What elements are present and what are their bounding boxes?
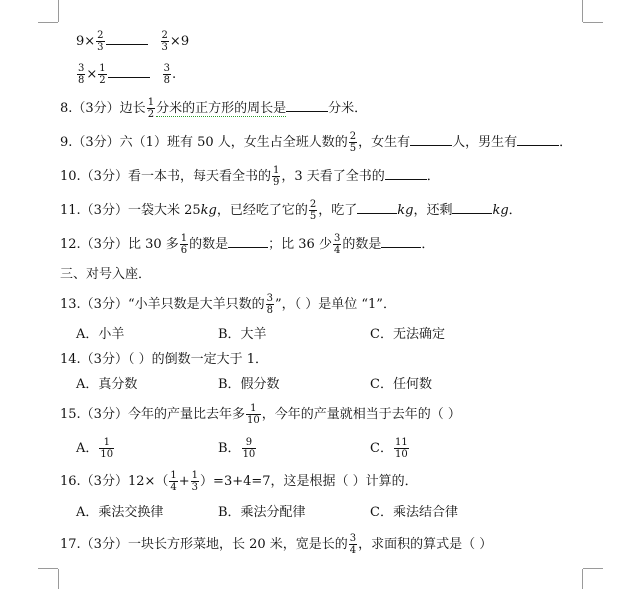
fraction-numerator: 3 xyxy=(266,293,273,304)
q9-text-3: 人，男生有 xyxy=(452,135,518,150)
answer-blank[interactable] xyxy=(410,133,452,146)
question-17 xyxy=(60,533,492,556)
question-12 xyxy=(60,233,434,256)
fraction-numerator: 1 xyxy=(147,97,155,108)
q7-row2 xyxy=(76,63,176,86)
times-sign: × xyxy=(86,67,98,82)
q8-text: 8.（3分）边长 xyxy=(60,101,146,116)
question-14: 14.（3分）（ ）的倒数一定大于 1． xyxy=(60,352,268,367)
fraction xyxy=(309,199,317,222)
unit-kg: kg xyxy=(397,203,414,218)
period: ． xyxy=(426,169,440,184)
fraction xyxy=(96,30,104,53)
fraction xyxy=(180,233,188,256)
fraction xyxy=(246,403,261,426)
fraction-numerator: 1 xyxy=(99,63,106,74)
fraction-denominator: 10 xyxy=(394,449,408,460)
question-10 xyxy=(60,165,440,188)
crop-mark-top-right-v xyxy=(582,0,583,22)
crop-mark-top-left-v xyxy=(58,0,59,22)
fraction-denominator: 6 xyxy=(180,245,188,256)
fraction-numerator: 3 xyxy=(349,533,357,544)
answer-blank[interactable] xyxy=(286,99,328,112)
fraction-denominator: 8 xyxy=(78,75,85,86)
fraction xyxy=(349,131,357,154)
q16-option-a[interactable]: A．乘法交换律 xyxy=(76,505,164,520)
q12-text-2: 的数是 xyxy=(189,237,229,252)
q9-text-2: ，女生有 xyxy=(358,135,411,150)
fraction-denominator: 4 xyxy=(333,245,341,256)
q13-text-2: ”，（ ）是单位 “1”． xyxy=(274,297,396,312)
q16-text-2: ）=3+4=7，这是根据（ ）计算的． xyxy=(200,474,418,489)
q15-text: 15.（3分）今年的产量比去年多 xyxy=(60,407,245,422)
fraction xyxy=(333,233,341,256)
fraction-numerator: 9 xyxy=(242,437,257,449)
q8-text-underlined: 分米的正方形的周长是 xyxy=(156,101,287,116)
fraction-numerator: 3 xyxy=(78,63,85,74)
q15-option-b[interactable] xyxy=(218,437,257,460)
fraction xyxy=(147,97,155,120)
fraction-denominator: 5 xyxy=(349,143,357,154)
q16-text: 16.（3分）12×（ xyxy=(60,474,169,489)
fraction-numerator: 1 xyxy=(180,233,188,244)
unit-kg: kg xyxy=(492,203,509,218)
period: . xyxy=(172,67,177,82)
fraction-denominator: 2 xyxy=(99,75,106,86)
fraction xyxy=(169,470,177,493)
crop-mark-top-left-h xyxy=(38,22,58,23)
question-13 xyxy=(60,293,396,316)
q11-text-3: ，吃了 xyxy=(318,203,358,218)
question-16 xyxy=(60,470,418,493)
q15-option-a[interactable] xyxy=(76,437,115,460)
fraction-numerator: 3 xyxy=(163,63,171,74)
option-letter: A． xyxy=(76,441,99,456)
answer-blank[interactable] xyxy=(385,167,427,180)
plus-sign: + xyxy=(178,474,190,489)
q12-text-4: 的数是 xyxy=(342,237,382,252)
answer-blank[interactable] xyxy=(381,235,421,248)
q10-text: 10.（3分）看一本书，每天看全书的 xyxy=(60,169,271,184)
q16-option-b[interactable]: B．乘法分配律 xyxy=(218,505,306,520)
q15-text-2: ，今年的产量就相当于去年的（ ） xyxy=(261,407,461,422)
fraction-numerator: 11 xyxy=(394,437,408,448)
period: ． xyxy=(421,237,435,252)
fraction xyxy=(98,63,106,86)
period: ． xyxy=(559,135,573,150)
option-letter: B． xyxy=(218,441,241,456)
fraction-numerator: 2 xyxy=(97,30,104,41)
fraction-denominator: 8 xyxy=(163,75,171,86)
q14-option-c[interactable]: C．任何数 xyxy=(370,377,432,392)
fraction-denominator: 4 xyxy=(170,482,177,493)
q17-text: 17.（3分）一块长方形菜地，长 20 米，宽是长的 xyxy=(60,537,348,552)
fraction-numerator: 3 xyxy=(333,233,341,244)
fraction-denominator: 3 xyxy=(97,42,104,53)
fraction xyxy=(394,437,409,460)
crop-mark-bottom-right-v xyxy=(582,569,583,589)
fraction xyxy=(191,470,199,493)
q13-text: 13.（3分）“小羊只数是大羊只数的 xyxy=(60,297,265,312)
q11-text: 11.（3分）一袋大米 25 xyxy=(60,203,201,218)
crop-mark-bottom-right-h xyxy=(583,568,603,569)
answer-blank[interactable] xyxy=(106,32,148,45)
fraction-denominator: 10 xyxy=(242,449,256,460)
q7-row1-tail: ×9 xyxy=(169,34,190,49)
q7-row1-text: 9× xyxy=(76,34,96,49)
q12-text-3: ；比 36 少 xyxy=(268,237,332,252)
period: ． xyxy=(508,203,522,218)
fraction xyxy=(266,293,274,316)
fraction-denominator: 5 xyxy=(309,211,317,222)
fraction-numerator: 2 xyxy=(161,30,168,41)
q10-text-2: ，3 天看了全书的 xyxy=(281,169,385,184)
q8-unit: 分米． xyxy=(328,101,368,116)
fraction-numerator: 1 xyxy=(170,470,177,481)
answer-blank[interactable] xyxy=(108,65,150,78)
question-8 xyxy=(60,97,367,120)
fraction xyxy=(163,63,171,86)
crop-mark-bottom-left-v xyxy=(58,569,59,589)
answer-blank[interactable] xyxy=(228,235,268,248)
q11-text-2: ，已经吃了它的 xyxy=(216,203,308,218)
answer-blank[interactable] xyxy=(452,201,492,214)
fraction-denominator: 2 xyxy=(147,109,155,120)
fraction-numerator: 1 xyxy=(99,437,114,449)
fraction-numerator: 1 xyxy=(191,470,199,481)
fraction-numerator: 1 xyxy=(246,403,261,415)
q12-text: 12.（3分）比 30 多 xyxy=(60,237,179,252)
fraction-denominator: 4 xyxy=(349,545,357,556)
section-heading: 三、对号入座． xyxy=(60,267,152,282)
fraction xyxy=(242,437,257,460)
fraction-numerator: 1 xyxy=(272,165,280,176)
crop-mark-top-right-h xyxy=(583,22,603,23)
fraction-denominator: 3 xyxy=(161,42,168,53)
answer-blank[interactable] xyxy=(357,201,397,214)
fraction xyxy=(272,165,280,188)
q16-option-c[interactable]: C．乘法结合律 xyxy=(370,505,458,520)
question-11 xyxy=(60,199,522,222)
question-9 xyxy=(60,131,572,154)
fraction xyxy=(161,30,169,53)
fraction-denominator: 8 xyxy=(266,305,273,316)
fraction xyxy=(77,63,85,86)
fraction xyxy=(349,533,357,556)
fraction-denominator: 10 xyxy=(100,449,114,460)
fraction-numerator: 2 xyxy=(309,199,317,210)
q15-option-c[interactable] xyxy=(370,437,410,460)
q13-option-a[interactable]: A．小羊 xyxy=(76,327,125,342)
unit-kg: kg xyxy=(200,203,217,218)
crop-mark-bottom-left-h xyxy=(38,568,58,569)
fraction-denominator: 9 xyxy=(272,177,280,188)
fraction xyxy=(99,437,114,460)
q9-text: 9.（3分）六（1）班有 50 人，女生占全班人数的 xyxy=(60,135,348,150)
question-15 xyxy=(60,403,461,426)
answer-blank[interactable] xyxy=(517,133,559,146)
option-letter: C． xyxy=(370,441,393,456)
fraction-numerator: 2 xyxy=(349,131,357,142)
q13-option-b[interactable]: B．大羊 xyxy=(218,327,267,342)
q17-text-2: ，求面积的算式是（ ） xyxy=(358,537,493,552)
q14-option-b[interactable]: B．假分数 xyxy=(218,377,280,392)
q14-option-a[interactable]: A．真分数 xyxy=(76,377,138,392)
q11-text-4: ，还剩 xyxy=(413,203,453,218)
q7-row1 xyxy=(76,30,189,53)
q13-option-c[interactable]: C．无法确定 xyxy=(370,327,445,342)
fraction-denominator: 10 xyxy=(246,415,260,426)
fraction-denominator: 3 xyxy=(191,482,199,493)
